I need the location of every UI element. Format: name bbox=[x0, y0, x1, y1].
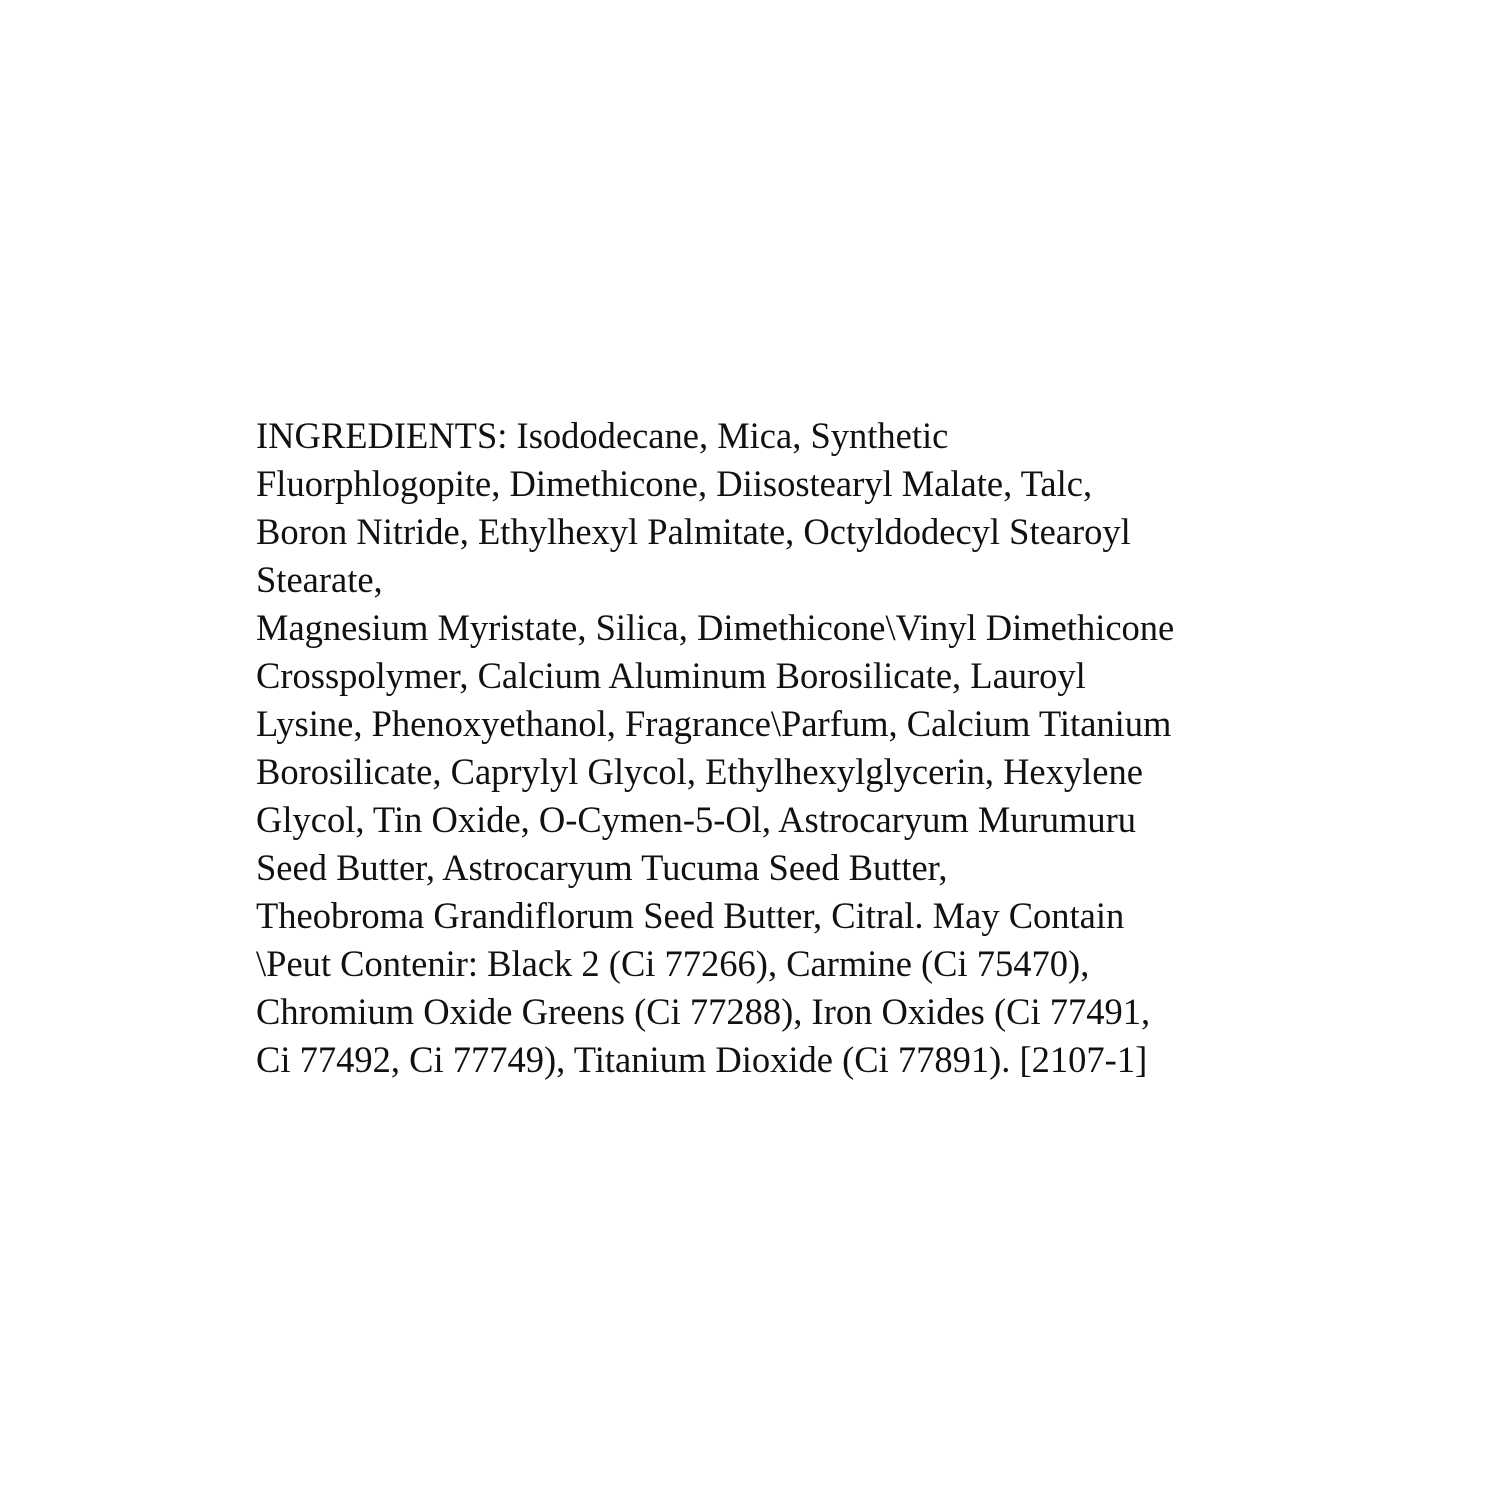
ingredients-line: INGREDIENTS: Isododecane, Mica, Synthetic bbox=[256, 415, 949, 456]
ingredients-line: Stearate, bbox=[256, 559, 383, 600]
ingredients-line: Crosspolymer, Calcium Aluminum Borosilicate, Lauroyl bbox=[256, 655, 1086, 696]
ingredients-line: Borosilicate, Caprylyl Glycol, Ethylhexylglycerin, Hexylene bbox=[256, 751, 1143, 792]
ingredients-line: Magnesium Myristate, Silica, Dimethicone\Vinyl Dimethicone bbox=[256, 607, 1175, 648]
ingredients-line: Chromium Oxide Greens (Ci 77288), Iron Oxides (Ci 77491, bbox=[256, 991, 1151, 1032]
ingredients-line: \Peut Contenir: Black 2 (Ci 77266), Carmine (Ci 75470), bbox=[256, 943, 1090, 984]
ingredients-line: Theobroma Grandiflorum Seed Butter, Citral. May Contain bbox=[256, 895, 1125, 936]
ingredients-line: Glycol, Tin Oxide, O-Cymen-5-Ol, Astrocaryum Murumuru bbox=[256, 799, 1136, 840]
ingredients-line: Seed Butter, Astrocaryum Tucuma Seed Butter, bbox=[256, 847, 948, 888]
ingredients-list bbox=[256, 412, 1356, 1084]
ingredients-line: Boron Nitride, Ethylhexyl Palmitate, Octyldodecyl Stearoyl bbox=[256, 511, 1131, 552]
ingredients-line: Fluorphlogopite, Dimethicone, Diisostearyl Malate, Talc, bbox=[256, 463, 1093, 504]
ingredients-line: Ci 77492, Ci 77749), Titanium Dioxide (Ci 77891). [2107-1] bbox=[256, 1039, 1148, 1080]
ingredients-line: Lysine, Phenoxyethanol, Fragrance\Parfum, Calcium Titanium bbox=[256, 703, 1172, 744]
